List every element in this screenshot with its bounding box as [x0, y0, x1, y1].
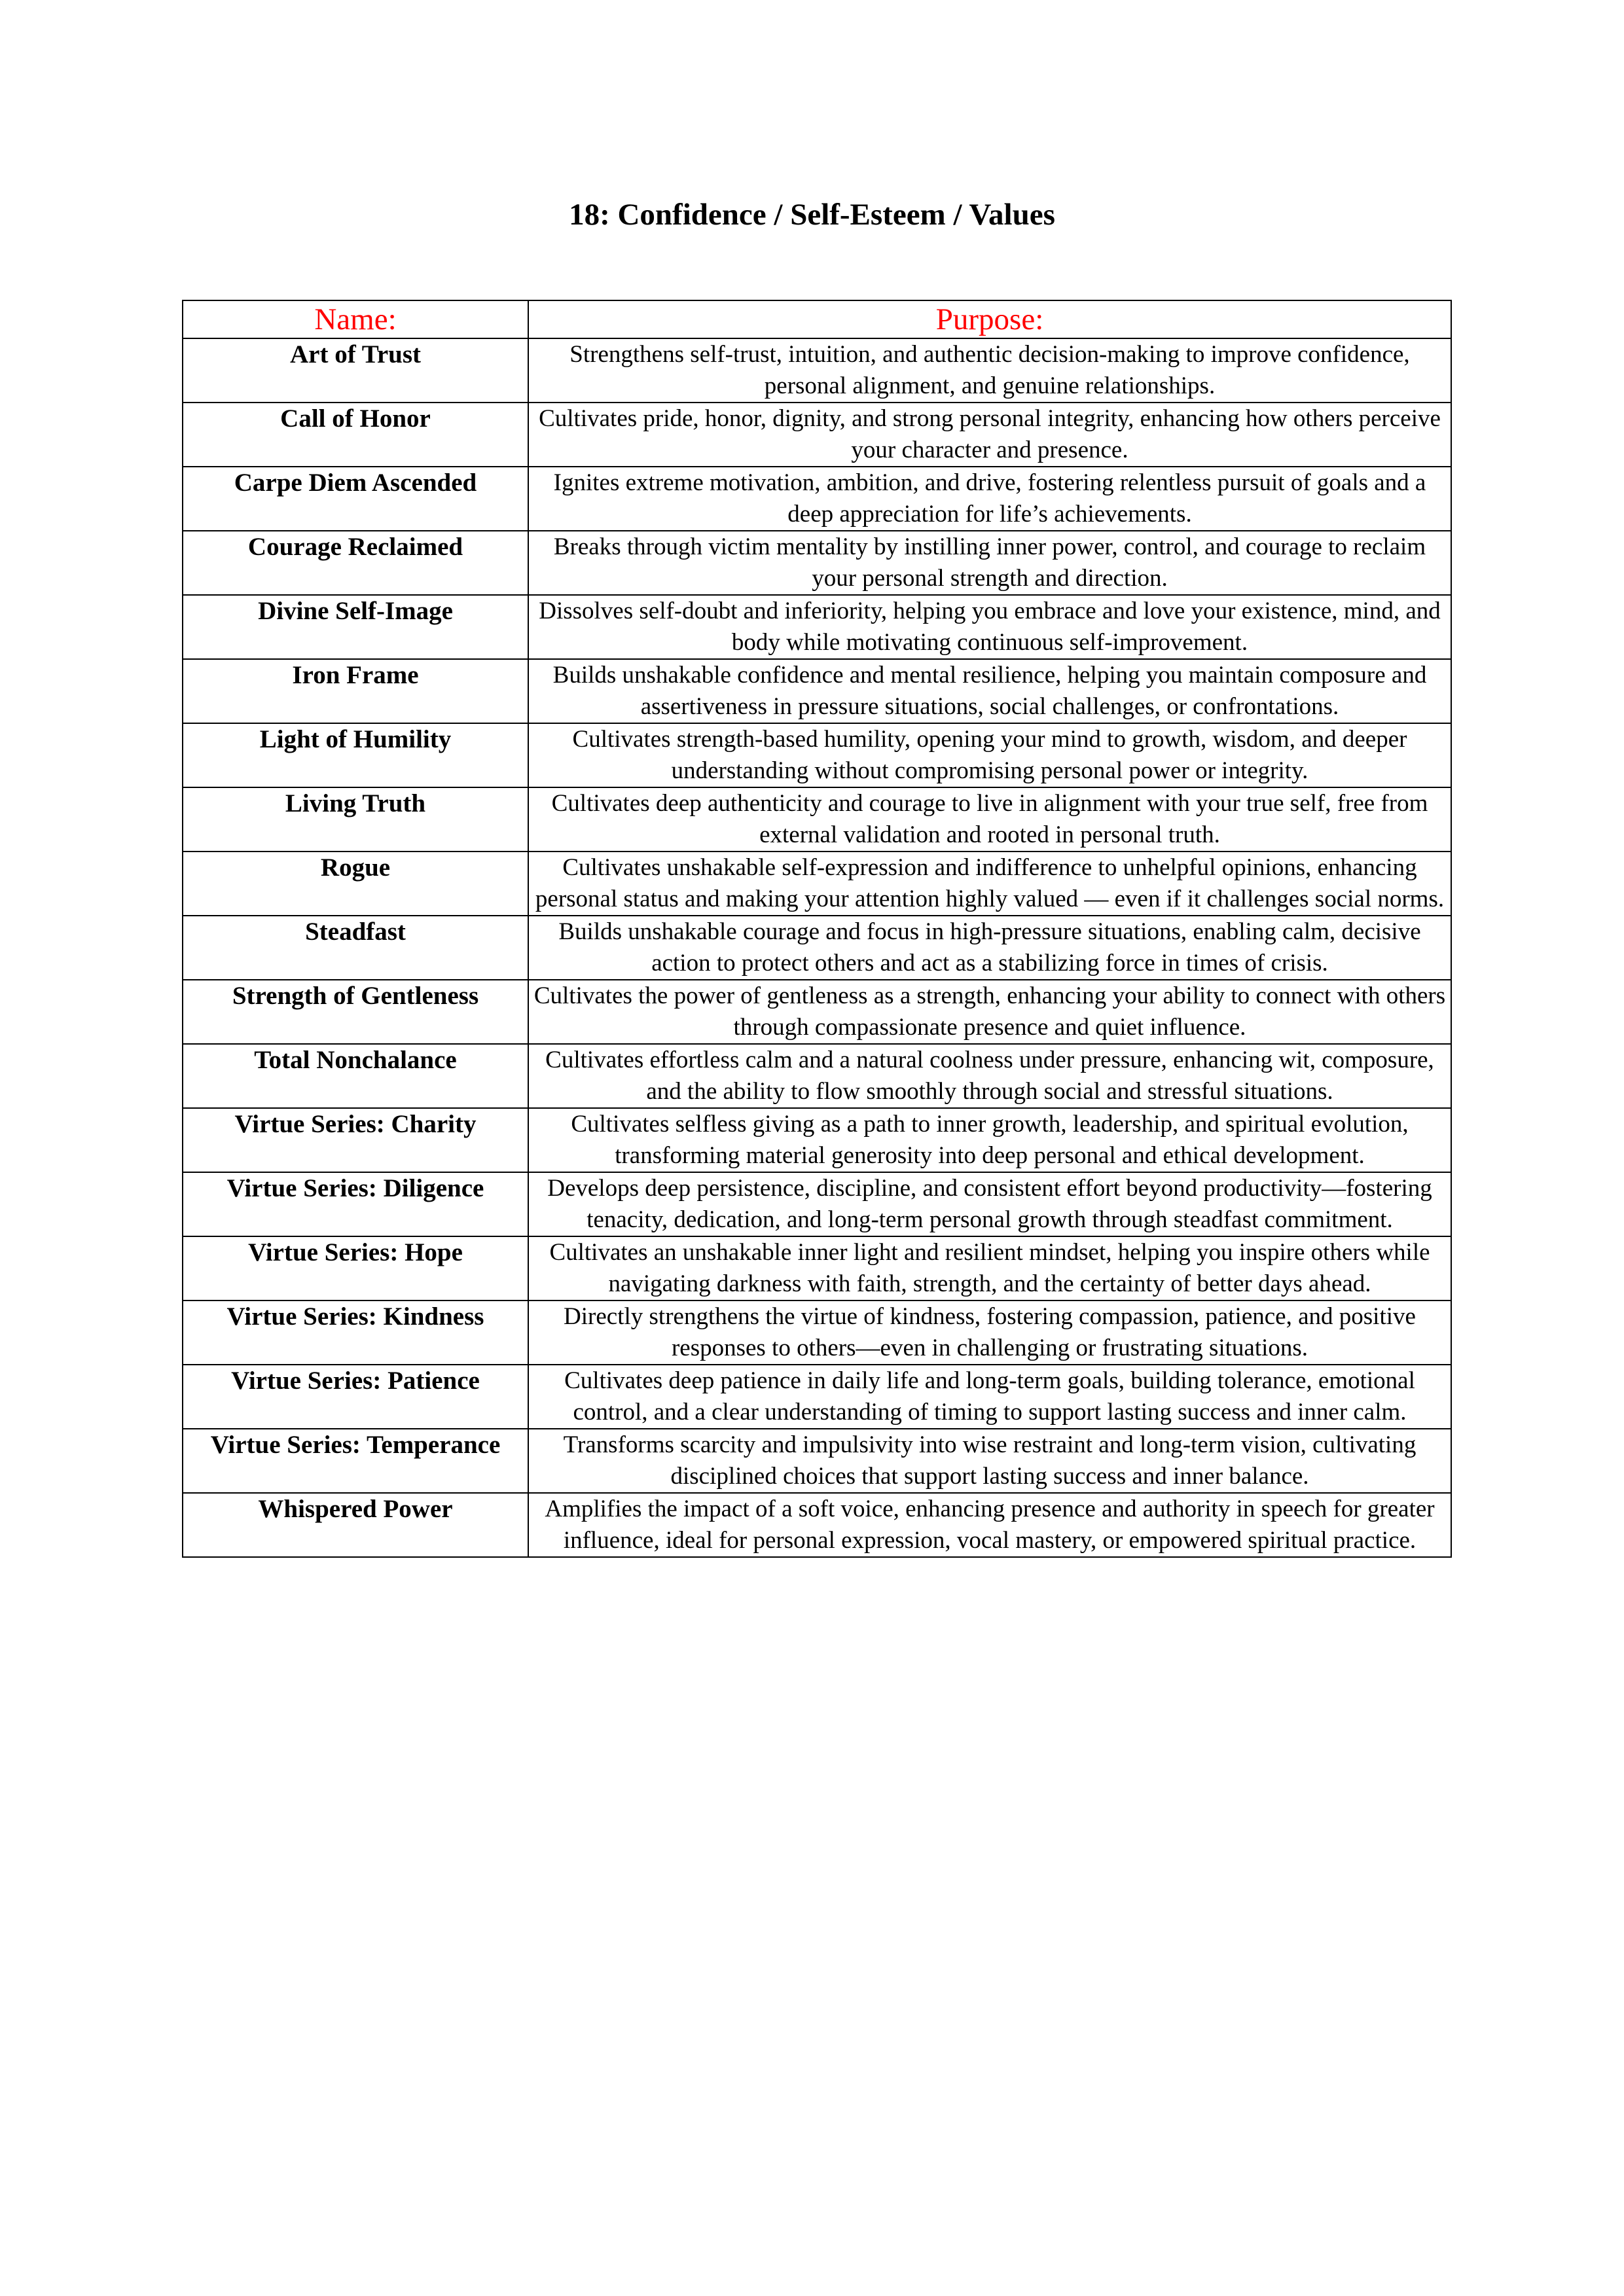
- row-name: Virtue Series: Diligence: [183, 1172, 528, 1236]
- table-header-row: [183, 300, 1451, 338]
- table-row: [183, 595, 1451, 659]
- table-row: [183, 1108, 1451, 1172]
- row-purpose: Cultivates deep authenticity and courage to live in alignment with your true self, free from external validation and rooted in personal truth.: [528, 787, 1451, 852]
- row-name: Virtue Series: Patience: [183, 1365, 528, 1429]
- page-title: 18: Confidence / Self-Esteem / Values: [569, 198, 1055, 232]
- row-name: Virtue Series: Charity: [183, 1108, 528, 1172]
- table-row: [183, 1493, 1451, 1557]
- row-purpose: Transforms scarcity and impulsivity into wise restraint and long-term vision, cultivating disciplined choices that support lasting success and inner balance.: [528, 1429, 1451, 1493]
- row-purpose: Dissolves self-doubt and inferiority, helping you embrace and love your existence, mind, and body while motivating continuous self-improvement.: [528, 595, 1451, 659]
- row-purpose: Builds unshakable confidence and mental resilience, helping you maintain composure and assertiveness in pressure situations, social challenges, or confrontations.: [528, 659, 1451, 723]
- table-row: [183, 1365, 1451, 1429]
- row-name: Iron Frame: [183, 659, 528, 723]
- row-purpose: Cultivates deep patience in daily life and long-term goals, building tolerance, emotional control, and a clear understanding of timing to support lasting success and inner calm.: [528, 1365, 1451, 1429]
- table-row: [183, 531, 1451, 595]
- row-name: Living Truth: [183, 787, 528, 852]
- row-name: Steadfast: [183, 916, 528, 980]
- row-purpose: Strengthens self-trust, intuition, and authentic decision-making to improve confidence, personal alignment, and genuine relationships.: [528, 338, 1451, 403]
- column-header-name: Name:: [183, 300, 528, 338]
- table-row: [183, 1236, 1451, 1300]
- table-row: [183, 723, 1451, 787]
- row-name: Rogue: [183, 852, 528, 916]
- table-row: [183, 1044, 1451, 1108]
- table-row: [183, 659, 1451, 723]
- row-name: Divine Self-Image: [183, 595, 528, 659]
- values-table: [182, 300, 1452, 1558]
- row-purpose: Cultivates selfless giving as a path to inner growth, leadership, and spiritual evolution, transforming material generosity into deep personal and ethical development.: [528, 1108, 1451, 1172]
- table-row: [183, 1300, 1451, 1365]
- row-name: Courage Reclaimed: [183, 531, 528, 595]
- row-name: Strength of Gentleness: [183, 980, 528, 1044]
- row-purpose: Breaks through victim mentality by instilling inner power, control, and courage to reclaim your personal strength and direction.: [528, 531, 1451, 595]
- row-purpose: Directly strengthens the virtue of kindness, fostering compassion, patience, and positive responses to others—even in challenging or frustrating situations.: [528, 1300, 1451, 1365]
- table-row: [183, 1172, 1451, 1236]
- row-purpose: Ignites extreme motivation, ambition, and drive, fostering relentless pursuit of goals and a deep appreciation for life’s achievements.: [528, 467, 1451, 531]
- row-name: Call of Honor: [183, 403, 528, 467]
- table-row: [183, 852, 1451, 916]
- row-purpose: Cultivates the power of gentleness as a strength, enhancing your ability to connect with others through compassionate presence and quiet influence.: [528, 980, 1451, 1044]
- column-header-purpose: Purpose:: [528, 300, 1451, 338]
- row-name: Virtue Series: Hope: [183, 1236, 528, 1300]
- row-purpose: Cultivates strength-based humility, opening your mind to growth, wisdom, and deeper understanding without compromising personal power or integrity.: [528, 723, 1451, 787]
- row-purpose: Develops deep persistence, discipline, and consistent effort beyond productivity—fostering tenacity, dedication, and long-term personal growth through steadfast commitment.: [528, 1172, 1451, 1236]
- table-row: [183, 787, 1451, 852]
- table-row: [183, 403, 1451, 467]
- table-row: [183, 338, 1451, 403]
- row-purpose: Cultivates effortless calm and a natural coolness under pressure, enhancing wit, composure, and the ability to flow smoothly through social and stressful situations.: [528, 1044, 1451, 1108]
- row-purpose: Cultivates unshakable self-expression and indifference to unhelpful opinions, enhancing personal status and making your attention highly valued — even if it challenges social norms.: [528, 852, 1451, 916]
- row-purpose: Cultivates an unshakable inner light and resilient mindset, helping you inspire others while navigating darkness with faith, strength, and the certainty of better days ahead.: [528, 1236, 1451, 1300]
- row-name: Virtue Series: Temperance: [183, 1429, 528, 1493]
- row-purpose: Amplifies the impact of a soft voice, enhancing presence and authority in speech for greater influence, ideal for personal expression, vocal mastery, or empowered spiritual practice.: [528, 1493, 1451, 1557]
- table-row: [183, 980, 1451, 1044]
- table-row: [183, 467, 1451, 531]
- row-name: Carpe Diem Ascended: [183, 467, 528, 531]
- row-name: Whispered Power: [183, 1493, 528, 1557]
- row-name: Total Nonchalance: [183, 1044, 528, 1108]
- row-name: Art of Trust: [183, 338, 528, 403]
- row-name: Light of Humility: [183, 723, 528, 787]
- table-body: [183, 338, 1451, 1557]
- row-purpose: Cultivates pride, honor, dignity, and strong personal integrity, enhancing how others perceive your character and presence.: [528, 403, 1451, 467]
- row-purpose: Builds unshakable courage and focus in high-pressure situations, enabling calm, decisive action to protect others and act as a stabilizing force in times of crisis.: [528, 916, 1451, 980]
- table-row: [183, 1429, 1451, 1493]
- row-name: Virtue Series: Kindness: [183, 1300, 528, 1365]
- table-row: [183, 916, 1451, 980]
